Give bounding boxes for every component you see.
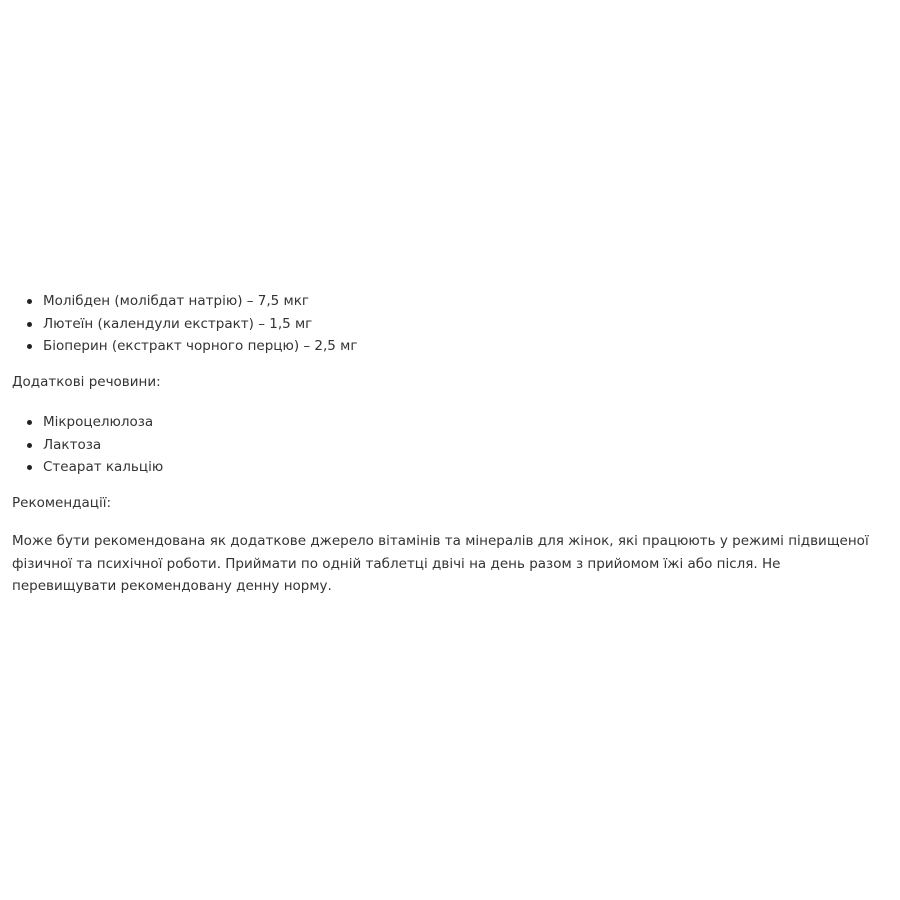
list-item: [12, 456, 888, 479]
product-description: [12, 287, 888, 598]
list-item: [12, 411, 888, 434]
list-item: [12, 290, 888, 313]
list-item: [12, 313, 888, 336]
list-item-text: Стеарат кальцію: [43, 459, 164, 475]
list-item: [12, 335, 888, 358]
additives-list: [12, 411, 888, 479]
bullet-icon: [27, 465, 32, 470]
ingredients-list: [12, 290, 888, 358]
list-item-text: Мікроцелюлоза: [43, 414, 154, 430]
additives-label: Додаткові речовини:: [12, 373, 161, 390]
list-item: [12, 434, 888, 457]
list-item-text: Молібден (молібдат натрію) – 7,5 мкг: [43, 293, 309, 309]
bullet-icon: [27, 420, 32, 425]
recommendations-label: Рекомендації:: [12, 494, 112, 511]
bullet-icon: [27, 299, 32, 304]
list-item-text: Біоперин (екстракт чорного перцю) – 2,5 мг: [43, 338, 358, 354]
recommendations-text: Може бути рекомендована як додаткове джерело вітамінів та мінералів для жінок, які працюють у режимі підвищеної фізичної та психічної роботи. Приймати по одній таблетці двічі на день разом з прийомом їжі або після. Не перевищувати рекомендовану денну норму.: [12, 533, 869, 594]
bullet-icon: [27, 443, 32, 448]
bullet-icon: [27, 344, 32, 349]
bullet-icon: [27, 322, 32, 327]
list-item-text: Лютеїн (календули екстракт) – 1,5 мг: [43, 315, 313, 332]
list-item-text: Лактоза: [43, 436, 102, 453]
